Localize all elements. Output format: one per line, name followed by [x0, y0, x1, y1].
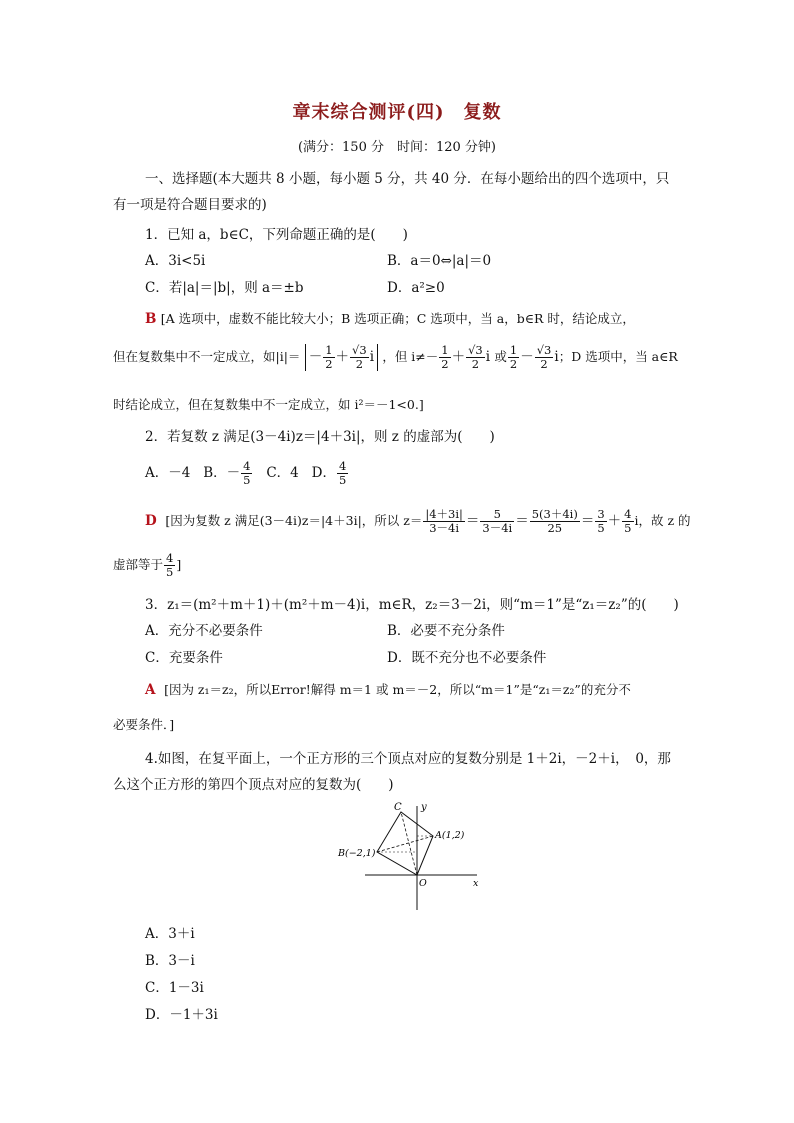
q1-abs-expr: － $\frac{1}{2}$ ＋ $\frac{√3}{2}$ i: [305, 344, 378, 371]
q3-answer: A: [145, 682, 156, 698]
label-b: B(−2,1): [338, 848, 376, 859]
q4-option-c: C．1－3i: [145, 980, 204, 996]
square-outline: [377, 812, 433, 875]
q1-option-c: C．若|a|＝|b|，则 a＝±b: [145, 280, 304, 296]
q3-option-c: C．充要条件: [145, 650, 223, 666]
page-title: 章末综合测评(四) 复数: [292, 102, 502, 123]
q1-explanation-line1: B [A 选项中，虚数不能比较大小；B 选项正确；C 选项中，当 a，b∈R 时，结论成立，: [145, 311, 635, 327]
q2-options: A．－4 B．－ $\frac{4}{5}$ C．4 D． $\frac{4}{5}$: [145, 459, 347, 487]
q1-explanation-line2: 但在复数集中不一定成立，如|i|＝ － $\frac{1}{2}$ ＋ $\frac{√3}{2}$ i ，但 i≠－ $\frac{1}{2}$ ＋ $\frac{√3}{2}$ i 或 $\frac{1}{2}$ － $\frac{√3}{2}$ i；D 选项中，当 a∈R: [113, 343, 678, 371]
section-intro-line2: 有一项是符合题目要求的): [113, 197, 267, 213]
q1-option-b: B．a＝0⇔|a|＝0: [387, 253, 492, 269]
q2-option-d: D．: [311, 465, 336, 481]
q4-stem-line2: 么这个正方形的第四个顶点对应的复数为( ): [113, 777, 394, 793]
q3-stem: 3．z₁＝(m²＋m＋1)＋(m²＋m－4)i，m∈R，z₂＝3－2i，则“m＝1”是“z₁＝z₂”的( ): [145, 597, 679, 613]
q3-option-d: D．既不充分也不必要条件: [387, 650, 547, 666]
q3-option-a: A．充分不必要条件: [145, 623, 263, 639]
q1-stem: 1．已知 a，b∈C，下列命题正确的是( ): [145, 227, 408, 243]
q1-answer: B: [145, 311, 157, 327]
q3-explanation-line2: 必要条件．]: [113, 717, 175, 732]
label-o: O: [419, 878, 427, 889]
page-subtitle: (满分：150 分 时间：120 分钟): [297, 140, 497, 155]
q2-answer: D: [145, 513, 157, 529]
q3-explanation-line1: A [因为 z₁＝z₂，所以Error!解得 m＝1 或 m＝－2，所以“m＝1”是“z₁＝z₂”的充分不: [145, 682, 631, 698]
q2-option-a: A．－4: [145, 465, 191, 481]
q4-option-d: D．－1＋3i: [145, 1007, 218, 1023]
q2-option-c: C．4: [266, 465, 299, 481]
label-x: x: [473, 878, 479, 889]
q4-figure: [335, 800, 485, 915]
q2-option-b: B．－: [203, 465, 241, 481]
label-a: A(1,2): [435, 830, 465, 841]
q4-option-b: B．3－i: [145, 953, 195, 969]
diagonal-oc: [401, 812, 417, 875]
q1-explanation-line3: 时结论成立，但在复数集中不一定成立，如 i²＝－1<0.]: [113, 397, 424, 412]
q1-option-d: D．a²≥0: [387, 280, 445, 296]
q2-explanation-line1: D [因为复数 z 满足(3－4i)z＝|4＋3i|，所以 z＝ $\frac{|4+3i|}{3-4i}$ ＝ $\frac{5}{3-4i}$ ＝ $\frac{5(3+4i)}{25}$ ＝ $\frac{3}{5}$ ＋ $\frac{4}{5}$ i，故 z 的: [145, 507, 691, 535]
label-c: C: [394, 802, 402, 813]
q2-explanation-line2: 虚部等于 $\frac{4}{5}$ ]: [113, 551, 182, 579]
section-intro-line1: 一、选择题(本大题共 8 小题，每小题 5 分，共 40 分．在每小题给出的四个选项中，只: [145, 171, 670, 187]
q1-option-a: A．3i<5i: [145, 253, 206, 269]
q2-stem: 2．若复数 z 满足(3－4i)z＝|4＋3i|，则 z 的虚部为( ): [145, 429, 495, 445]
q3-option-b: B．必要不充分条件: [387, 623, 505, 639]
label-y: y: [421, 802, 427, 813]
q4-stem-line1: 4.如图，在复平面上，一个正方形的三个顶点对应的复数分别是 1＋2i，－2＋i， 0，那: [145, 751, 671, 767]
q4-option-a: A．3＋i: [145, 926, 195, 942]
